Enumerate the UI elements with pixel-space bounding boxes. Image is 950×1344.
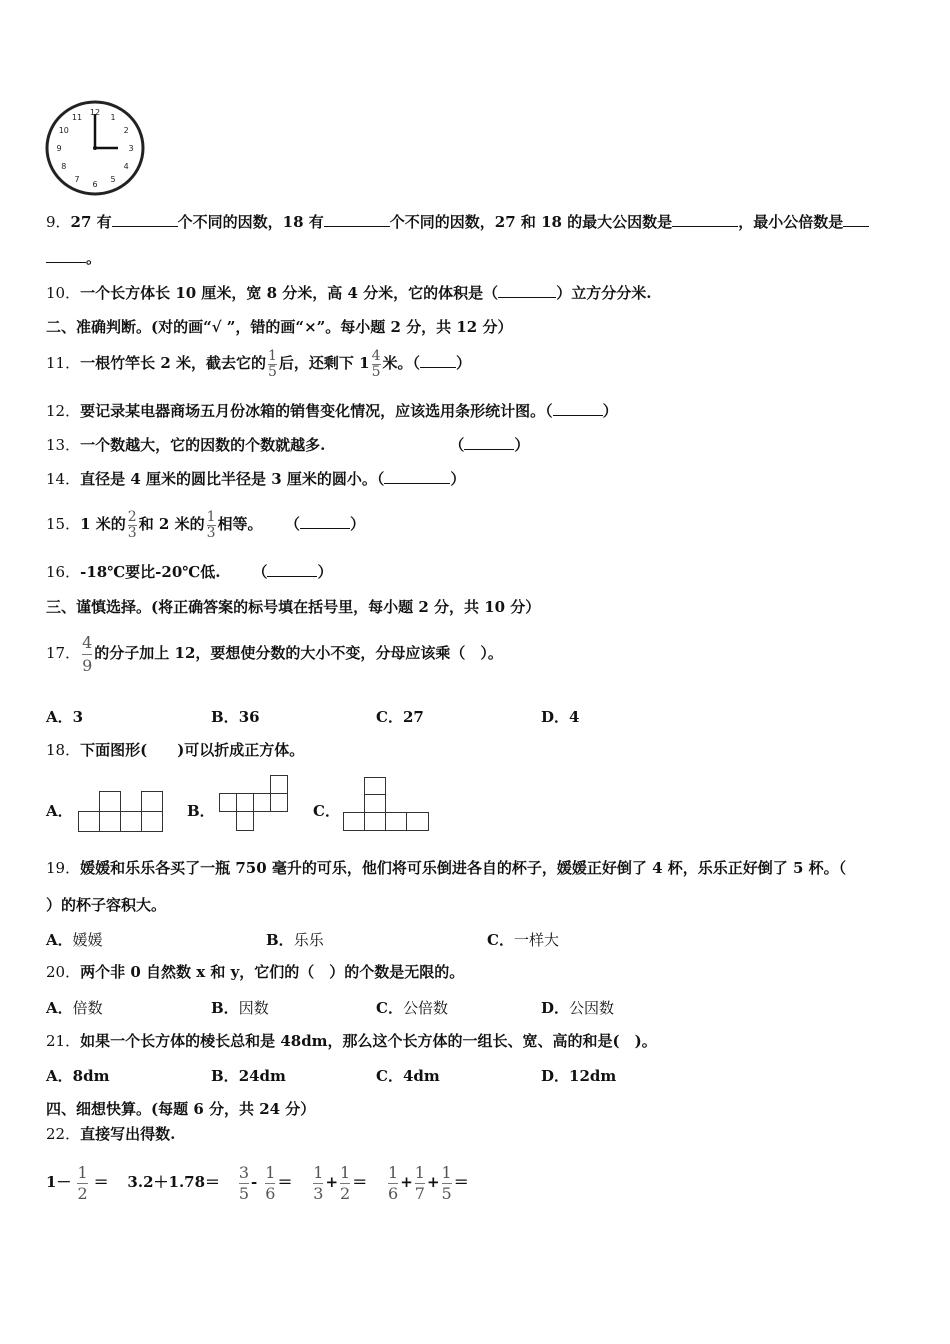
clock-numeral: 4 (123, 162, 129, 171)
fraction: $\frac{1}{5}$ (267, 347, 277, 380)
question-11: 11．一根竹竿长 2 米，截去它的 $\frac{1}{5}$ 后，还剩下 1 $\frac{4}{5}$ 米。（ ） (46, 347, 472, 380)
option-a[interactable]: A．媛媛 (46, 931, 103, 949)
option-d[interactable]: D．4 (541, 708, 580, 726)
option-a[interactable]: A．8dm (46, 1067, 110, 1085)
option-b[interactable]: B． (187, 802, 215, 820)
clock-numeral: 2 (123, 126, 129, 135)
clock-numeral: 5 (110, 175, 116, 185)
clock-numeral: 11 (71, 112, 83, 122)
calculation-row: 1－ $\frac{1}{2}$ ＝ 3.2＋1.78＝ $\frac{3}{5}$ - $\frac{1}{6}$ ＝ $\frac{1}{3}$ + $\frac{1}{2}$ ＝ $\frac{1}{6}$ + $\frac{1}{7}$ + $\frac{1}{5}$ ＝ (46, 1162, 469, 1203)
cube-net-c[interactable] (343, 777, 431, 832)
answer-blank[interactable] (46, 248, 86, 263)
section-2-title: 二、准确判断。(对的画“√ ”，错的画“×”。每小题 2 分，共 12 分） (46, 318, 513, 336)
fraction: $\frac{1}{7}$ (414, 1162, 425, 1203)
question-15: 15．1 米的 $\frac{2}{3}$ 和 2 米的 $\frac{1}{3}$ 相等。 （ ） (46, 508, 366, 541)
question-22: 22．直接写出得数. (46, 1125, 176, 1143)
fraction: $\frac{4}{5}$ (371, 347, 381, 380)
answer-blank[interactable] (300, 514, 350, 529)
option-a[interactable]: A．倍数 (46, 999, 103, 1017)
clock-numeral: 3 (128, 144, 134, 153)
option-b[interactable]: B．24dm (211, 1067, 286, 1085)
fraction: $\frac{1}{6}$ (388, 1162, 399, 1203)
clock-numeral: 6 (92, 180, 98, 189)
fraction: $\frac{1}{2}$ (77, 1162, 88, 1203)
option-c[interactable]: C．一样大 (487, 931, 559, 949)
answer-blank[interactable] (112, 212, 178, 227)
section-4-title: 四、细想快算。(每题 6 分，共 24 分） (46, 1100, 316, 1118)
cube-net-a[interactable] (78, 791, 164, 833)
answer-blank[interactable] (267, 562, 317, 577)
option-c[interactable]: C． (313, 802, 340, 820)
fraction: $\frac{1}{5}$ (441, 1162, 452, 1203)
answer-blank[interactable] (553, 401, 603, 416)
answer-blank[interactable] (464, 435, 514, 450)
option-b[interactable]: B．因数 (211, 999, 269, 1017)
option-c[interactable]: C．公倍数 (376, 999, 448, 1017)
clock-numeral: 7 (74, 175, 80, 185)
option-b[interactable]: B．乐乐 (266, 931, 324, 949)
clock-numeral: 1 (110, 112, 116, 122)
clock-numeral: 9 (56, 144, 62, 153)
fraction: $\frac{1}{3}$ (206, 508, 216, 541)
answer-blank[interactable] (420, 353, 456, 368)
clock-numeral: 8 (61, 162, 67, 171)
question-19: 19．媛媛和乐乐各买了一瓶 750 毫升的可乐，他们将可乐倒进各自的杯子，媛媛正好倒了 4 杯，乐乐正好倒了 5 杯。（ (46, 859, 847, 877)
option-d[interactable]: D．12dm (541, 1067, 617, 1085)
clock-numeral: 12 (89, 108, 101, 117)
question-number: 9． (46, 213, 71, 231)
option-c[interactable]: C．27 (376, 708, 424, 726)
question-13: 13．一个数越大，它的因数的个数就越多. （ ） (46, 436, 530, 454)
question-14: 14．直径是 4 厘米的圆比半径是 3 厘米的圆小。（ ） (46, 470, 466, 488)
option-d[interactable]: D．公因数 (541, 999, 615, 1017)
question-19-cont: ）的杯子容积大。 (46, 896, 167, 914)
question-21: 21．如果一个长方体的棱长总和是 48dm，那么这个长方体的一组长、宽、高的和是( )。 (46, 1032, 657, 1050)
question-12: 12．要记录某电器商场五月份冰箱的销售变化情况，应该选用条形统计图。（ ） (46, 402, 618, 420)
question-17: 17． $\frac{4}{9}$ 的分子加上 12，要想使分数的大小不变，分母应该乘（ ）。 (46, 632, 503, 675)
answer-blank[interactable] (384, 469, 450, 484)
option-b[interactable]: B．36 (211, 708, 260, 726)
option-a[interactable]: A． (46, 802, 73, 820)
question-9-cont: 。 (46, 248, 101, 268)
answer-blank[interactable] (843, 212, 869, 227)
fraction: $\frac{1}{3}$ (313, 1162, 324, 1203)
option-a[interactable]: A．3 (46, 708, 84, 726)
fraction: $\frac{1}{2}$ (340, 1162, 351, 1203)
question-18: 18．下面图形( )可以折成正方体。 (46, 741, 305, 759)
fraction: $\frac{3}{5}$ (238, 1162, 250, 1203)
question-16: 16．-18℃要比-20℃低. （ ） (46, 563, 333, 581)
answer-blank[interactable] (672, 212, 738, 227)
section-3-title: 三、谨慎选择。(将正确答案的标号填在括号里，每小题 2 分，共 10 分） (46, 598, 541, 616)
cube-net-b[interactable] (219, 774, 291, 832)
answer-blank[interactable] (324, 212, 390, 227)
fraction: $\frac{1}{6}$ (265, 1162, 276, 1203)
answer-blank[interactable] (498, 283, 556, 298)
question-10: 10．一个长方体长 10 厘米，宽 8 分米，高 4 分米，它的体积是（ ）立方分分米. (46, 284, 652, 302)
fraction: $\frac{2}{3}$ (127, 508, 137, 541)
fraction: $\frac{4}{9}$ (82, 632, 93, 675)
question-20: 20．两个非 0 自然数 x 和 y，它们的（ ）的个数是无限的。 (46, 963, 465, 981)
clock-figure (44, 100, 148, 196)
clock-numeral: 10 (58, 126, 69, 135)
option-c[interactable]: C．4dm (376, 1067, 440, 1085)
question-9: 9．27 有 个不同的因数，18 有 个不同的因数，27 和 18 的最大公因数是 ，最小公倍数是 (46, 212, 869, 232)
